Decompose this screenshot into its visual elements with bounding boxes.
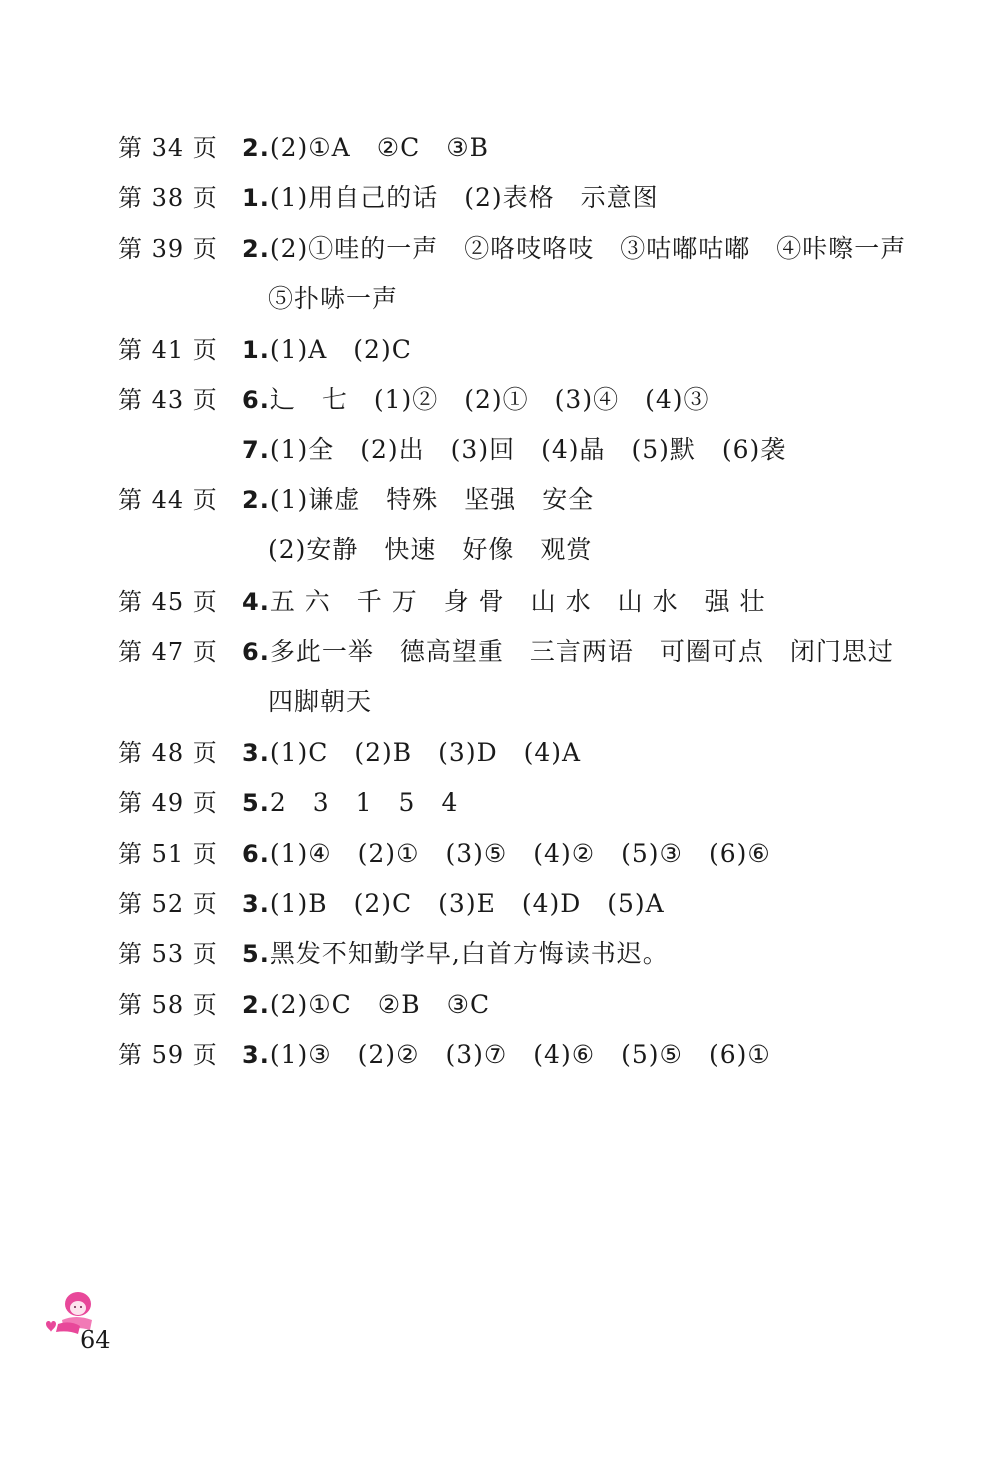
page-number: 64 [80,1326,111,1354]
question-number: 5. [242,789,270,817]
answer-text [242,834,771,870]
question-number: 4. [242,588,270,616]
question-number: 2. [242,486,270,514]
page-reference: 第 47 页 [118,638,218,666]
answer-text [242,229,906,265]
answer-content: 辶 七 (1)② (2)① (3)④ (4)③ [269,385,710,414]
question-number: 3. [242,739,270,767]
answer-content: 黑发不知勤学早,白首方悔读书迟。 [269,939,669,968]
answer-continuation: 四脚朝天 [268,687,373,716]
answer-content: (1)B (2)C (3)E (4)D (5)A [269,889,665,918]
question-number: 3. [242,890,270,918]
page-reference: 第 45 页 [118,588,218,616]
question-number: 7. [242,436,270,464]
question-number: 1. [242,184,270,212]
question-number: 6. [242,638,270,666]
question-number: 2. [242,991,270,1019]
question-number: 5. [242,940,270,968]
question-number: 3. [242,1041,270,1069]
page-reference: 第 39 页 [118,235,218,263]
answer-content: (2)①C ②B ③C [269,990,491,1019]
answer-text [242,330,412,366]
page-reference: 第 51 页 [118,840,218,868]
answer-text [242,480,594,516]
answer-text [242,783,458,819]
page-reference: 第 53 页 [118,940,218,968]
question-number: 1. [242,336,270,364]
page-reference: 第 58 页 [118,991,218,1019]
page-reference: 第 44 页 [118,486,218,514]
answer-content: 2 3 1 5 4 [269,788,459,817]
answer-continuation: (2)安静 快速 好像 观赏 [268,535,593,564]
answer-text [242,985,490,1021]
page-reference: 第 59 页 [118,1041,218,1069]
answer-content: (2)①哇的一声 ②咯吱咯吱 ③咕嘟咕嘟 ④咔嚓一声 [269,234,907,263]
question-number: 2. [242,134,270,162]
answer-text [242,632,894,668]
answer-content: (1)谦虚 特殊 坚强 安全 [269,485,595,514]
page-reference: 第 49 页 [118,789,218,817]
answer-text [242,1035,771,1071]
answer-text [242,582,766,618]
page-reference: 第 34 页 [118,134,218,162]
question-number: 6. [242,386,270,414]
answer-text [242,430,786,466]
answer-text [242,178,659,214]
answer-text [242,128,489,164]
page-reference: 第 38 页 [118,184,218,212]
answer-text [242,380,709,416]
answer-content: (1)④ (2)① (3)⑤ (4)② (5)③ (6)⑥ [269,839,771,868]
answer-text [242,884,665,920]
answer-content: 五 六 千 万 身 骨 山 水 山 水 强 壮 [269,587,766,616]
question-number: 2. [242,235,270,263]
answer-content: (1)A (2)C [269,335,412,364]
answer-content: (1)全 (2)出 (3)回 (4)晶 (5)默 (6)袭 [269,435,787,464]
question-number: 6. [242,840,270,868]
answer-continuation: ⑤扑哧一声 [268,284,399,313]
page-reference: 第 41 页 [118,336,218,364]
answer-text [242,934,669,970]
page-reference: 第 48 页 [118,739,218,767]
answer-content: (1)用自己的话 (2)表格 示意图 [269,183,659,212]
answer-content: 多此一举 德高望重 三言两语 可圈可点 闭门思过 [269,637,894,666]
answer-content: (1)C (2)B (3)D (4)A [269,738,582,767]
page-reference: 第 43 页 [118,386,218,414]
answer-text [242,733,581,769]
answer-content: (1)③ (2)② (3)⑦ (4)⑥ (5)⑤ (6)① [269,1040,771,1069]
page-reference: 第 52 页 [118,890,218,918]
answer-content: (2)①A ②C ③B [269,133,490,162]
